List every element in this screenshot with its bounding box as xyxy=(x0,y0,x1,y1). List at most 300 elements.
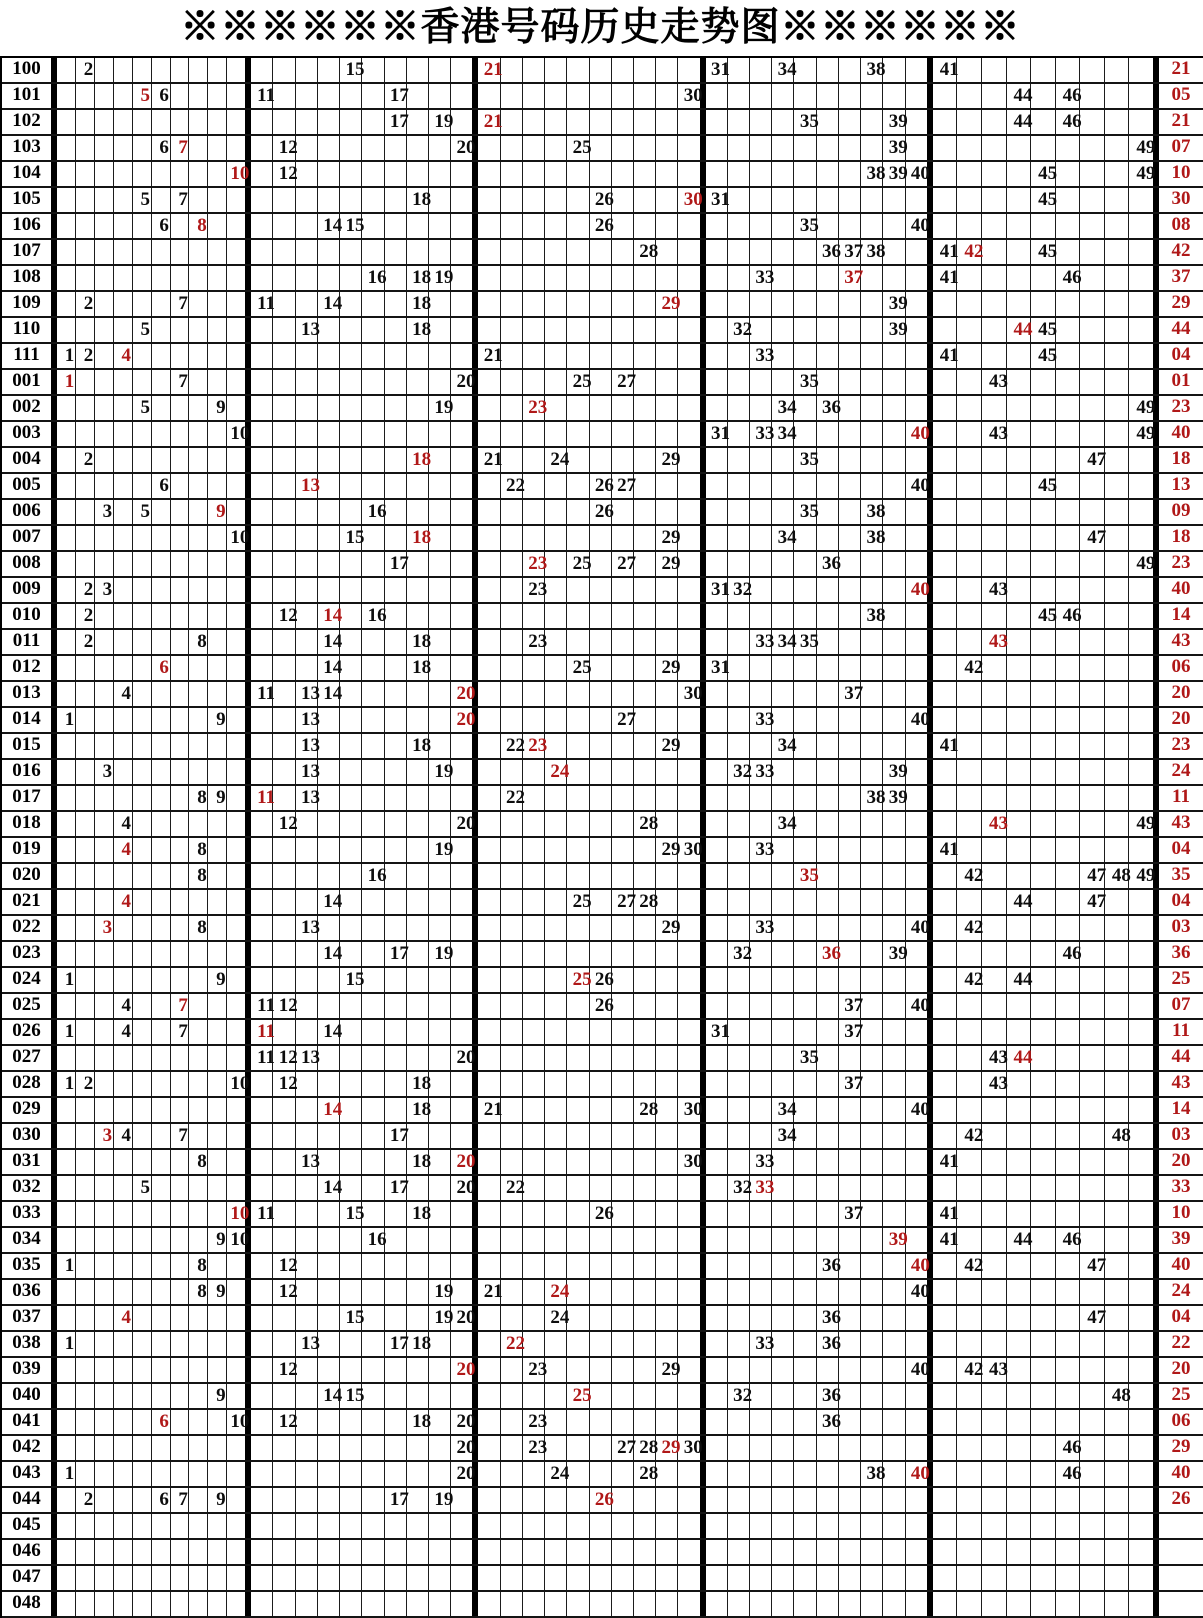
number-cell xyxy=(251,1124,273,1148)
number-cell xyxy=(1105,1202,1130,1226)
number-cell xyxy=(114,812,133,836)
number-value: 41 xyxy=(939,1229,959,1250)
number-cell xyxy=(189,240,208,264)
number-cell xyxy=(957,1228,982,1252)
number-cell xyxy=(95,864,114,888)
number-value: 40 xyxy=(910,1359,930,1380)
number-value: 6 xyxy=(159,475,169,496)
number-cell xyxy=(95,760,114,784)
number-cell xyxy=(750,422,775,446)
number-cell xyxy=(772,786,794,810)
number-cell xyxy=(656,1358,681,1382)
number-cell xyxy=(1056,1280,1081,1304)
number-cell xyxy=(208,1202,227,1226)
number-cell xyxy=(839,474,861,498)
number-cell xyxy=(656,942,678,966)
number-cell xyxy=(133,1514,152,1538)
number-cell xyxy=(728,1202,750,1226)
number-cell xyxy=(906,370,933,394)
number-cell xyxy=(656,1410,678,1434)
number-cell xyxy=(1007,162,1032,186)
number-cell xyxy=(933,266,958,290)
number-cell xyxy=(794,708,816,732)
number-cell xyxy=(634,1332,656,1356)
number-cell xyxy=(340,1020,362,1044)
number-cell xyxy=(189,1436,208,1460)
number-cell xyxy=(1080,1540,1105,1564)
number-cell xyxy=(982,500,1007,524)
number-cell xyxy=(152,786,171,810)
number-cell xyxy=(429,838,454,862)
number-cell xyxy=(728,396,750,420)
number-cell xyxy=(590,1306,612,1330)
number-cell xyxy=(227,1358,251,1382)
number-value: 5 xyxy=(140,85,150,106)
number-cell xyxy=(1105,708,1130,732)
number-cell xyxy=(728,240,750,264)
number-cell xyxy=(933,448,958,472)
number-cell xyxy=(957,240,982,264)
number-cell xyxy=(171,552,190,576)
number-cell xyxy=(523,500,545,524)
number-cell xyxy=(794,682,816,706)
number-cell xyxy=(208,474,227,498)
number-value: 48 xyxy=(1111,865,1131,886)
number-cell xyxy=(152,760,171,784)
number-cell xyxy=(296,344,318,368)
number-cell xyxy=(706,760,728,784)
number-cell xyxy=(362,994,384,1018)
number-cell xyxy=(706,656,728,680)
number-cell xyxy=(362,526,384,550)
number-cell xyxy=(545,1462,570,1486)
number-cell xyxy=(451,396,478,420)
number-cell xyxy=(861,188,883,212)
number-cell xyxy=(429,422,451,446)
number-cell xyxy=(1105,1410,1130,1434)
number-cell xyxy=(523,1202,545,1226)
number-cell xyxy=(76,84,95,108)
number-value: 24 xyxy=(550,1307,570,1328)
number-cell xyxy=(501,188,523,212)
number-cell xyxy=(794,448,819,472)
number-cell xyxy=(76,474,95,498)
number-cell xyxy=(171,1332,190,1356)
number-cell xyxy=(1031,1124,1056,1148)
row-label: 013 xyxy=(2,682,57,706)
number-cell xyxy=(750,630,775,654)
number-cell xyxy=(407,58,429,82)
number-cell xyxy=(861,396,883,420)
number-value: 36 xyxy=(822,1255,842,1276)
number-cell xyxy=(251,1254,273,1278)
number-cell xyxy=(933,526,958,550)
number-cell xyxy=(429,942,454,966)
number-cell xyxy=(634,1098,659,1122)
number-cell xyxy=(678,994,705,1018)
number-cell xyxy=(1031,110,1056,134)
number-cell xyxy=(656,682,678,706)
number-cell xyxy=(451,1592,478,1616)
number-cell xyxy=(208,1384,227,1408)
number-cell xyxy=(839,1124,861,1148)
number-cell xyxy=(567,1566,589,1590)
number-cell xyxy=(1031,916,1056,940)
number-cell xyxy=(1007,708,1032,732)
number-cell xyxy=(340,1488,362,1512)
special-number-cell: 43 xyxy=(1159,630,1203,654)
number-cell xyxy=(590,266,612,290)
number-cell xyxy=(501,812,523,836)
row-label: 005 xyxy=(2,474,57,498)
number-cell xyxy=(634,1514,656,1538)
number-cell xyxy=(567,760,589,784)
number-value: 33 xyxy=(755,761,775,782)
number-cell xyxy=(656,630,678,654)
number-cell xyxy=(429,1020,451,1044)
number-cell xyxy=(340,1046,362,1070)
number-cell xyxy=(189,370,208,394)
number-cell xyxy=(906,422,933,446)
number-cell xyxy=(678,58,705,82)
number-cell xyxy=(817,1124,839,1148)
row-label: 102 xyxy=(2,110,57,134)
number-value: 24 xyxy=(550,449,570,470)
number-cell xyxy=(590,1488,612,1512)
number-cell xyxy=(114,474,133,498)
number-cell xyxy=(171,136,190,160)
number-cell xyxy=(706,1462,728,1486)
number-cell xyxy=(451,890,478,914)
special-number-cell: 44 xyxy=(1159,1046,1203,1070)
number-cell xyxy=(95,292,114,316)
number-cell xyxy=(407,84,429,108)
table-row xyxy=(2,1150,1203,1176)
number-cell xyxy=(478,266,500,290)
table-row xyxy=(2,188,1203,214)
number-cell xyxy=(794,1488,816,1512)
number-value: 39 xyxy=(888,111,908,132)
number-cell xyxy=(883,1410,905,1434)
number-cell xyxy=(1007,1202,1032,1226)
number-value: 29 xyxy=(661,1437,681,1458)
number-cell xyxy=(76,578,95,602)
number-cell xyxy=(728,110,750,134)
number-cell xyxy=(1031,1540,1056,1564)
number-cell xyxy=(478,1566,500,1590)
number-cell xyxy=(1105,864,1130,888)
number-value: 17 xyxy=(389,1489,409,1510)
number-cell xyxy=(861,1592,883,1616)
row-label: 035 xyxy=(2,1254,57,1278)
number-cell xyxy=(1105,630,1130,654)
number-cell xyxy=(429,734,451,758)
number-cell xyxy=(817,656,839,680)
number-cell xyxy=(1007,1410,1032,1434)
number-cell xyxy=(590,1098,612,1122)
number-cell xyxy=(1031,422,1056,446)
number-cell xyxy=(429,1332,451,1356)
number-cell xyxy=(208,1566,227,1590)
number-cell xyxy=(523,448,545,472)
number-cell xyxy=(501,1280,523,1304)
number-cell xyxy=(114,1202,133,1226)
number-value: 29 xyxy=(661,553,681,574)
number-cell xyxy=(501,1332,523,1356)
number-cell xyxy=(451,344,478,368)
number-cell xyxy=(545,266,567,290)
number-cell xyxy=(152,1072,171,1096)
number-cell xyxy=(171,812,190,836)
number-cell xyxy=(590,1384,612,1408)
number-cell xyxy=(1031,1436,1056,1460)
number-cell xyxy=(545,240,567,264)
number-cell xyxy=(273,552,295,576)
number-cell xyxy=(656,474,678,498)
number-cell xyxy=(906,1202,933,1226)
number-cell xyxy=(1080,890,1105,914)
number-cell xyxy=(478,1306,500,1330)
number-cell xyxy=(95,968,114,992)
number-cell xyxy=(296,552,318,576)
number-cell xyxy=(76,1384,95,1408)
number-cell xyxy=(478,838,500,862)
number-cell xyxy=(634,526,656,550)
number-cell xyxy=(171,1358,190,1382)
number-value: 12 xyxy=(278,1411,298,1432)
number-cell xyxy=(567,448,589,472)
number-cell xyxy=(318,1358,340,1382)
number-cell xyxy=(590,58,612,82)
number-value: 9 xyxy=(216,969,226,990)
number-cell xyxy=(839,1280,861,1304)
number-cell xyxy=(839,1488,861,1512)
number-cell xyxy=(982,786,1007,810)
number-cell xyxy=(273,1098,295,1122)
number-cell xyxy=(982,1358,1007,1382)
number-cell xyxy=(451,1384,478,1408)
number-cell xyxy=(227,812,251,836)
special-number-cell: 14 xyxy=(1159,1098,1203,1122)
number-cell xyxy=(706,240,728,264)
number-cell xyxy=(839,422,861,446)
number-cell xyxy=(407,630,432,654)
number-cell xyxy=(906,968,933,992)
number-cell xyxy=(133,1176,152,1200)
number-value: 16 xyxy=(367,865,387,886)
number-cell xyxy=(296,1436,318,1460)
number-cell xyxy=(1105,396,1130,420)
number-cell xyxy=(340,578,362,602)
number-cell xyxy=(133,994,152,1018)
number-cell xyxy=(1105,318,1130,342)
number-cell xyxy=(728,760,753,784)
number-value: 8 xyxy=(197,839,207,860)
number-cell xyxy=(656,1098,678,1122)
number-cell xyxy=(1080,448,1105,472)
number-cell xyxy=(706,1020,728,1044)
number-cell xyxy=(501,1098,523,1122)
number-cell xyxy=(906,1228,933,1252)
number-cell xyxy=(982,916,1007,940)
number-cell xyxy=(656,318,678,342)
number-value: 39 xyxy=(888,163,908,184)
number-cell xyxy=(883,734,905,758)
table-row xyxy=(2,1124,1203,1150)
number-cell xyxy=(114,1514,133,1538)
number-value: 2 xyxy=(83,345,94,366)
number-cell xyxy=(883,682,905,706)
number-cell xyxy=(318,1514,340,1538)
number-cell xyxy=(57,162,76,186)
number-cell xyxy=(839,734,861,758)
number-cell xyxy=(340,734,362,758)
special-number-cell: 04 xyxy=(1159,838,1203,862)
number-cell xyxy=(57,1046,76,1070)
number-cell xyxy=(1129,1098,1159,1122)
number-cell xyxy=(429,708,451,732)
number-cell xyxy=(523,1436,548,1460)
number-cell xyxy=(385,968,407,992)
number-cell xyxy=(839,344,861,368)
number-cell xyxy=(478,188,500,212)
number-cell xyxy=(933,162,958,186)
number-cell xyxy=(1007,526,1032,550)
number-cell xyxy=(501,1176,523,1200)
number-value: 44 xyxy=(1013,1229,1033,1250)
number-cell xyxy=(545,630,567,654)
number-value: 30 xyxy=(683,1151,703,1172)
number-cell xyxy=(728,786,750,810)
number-cell xyxy=(57,864,76,888)
number-cell xyxy=(340,58,365,82)
number-cell xyxy=(883,370,905,394)
number-cell xyxy=(227,1020,251,1044)
number-cell xyxy=(273,1046,298,1070)
number-value: 30 xyxy=(683,85,703,106)
number-cell xyxy=(133,708,152,732)
number-cell xyxy=(208,1254,227,1278)
number-cell xyxy=(362,1566,384,1590)
number-cell xyxy=(1080,1306,1105,1330)
number-value: 7 xyxy=(178,1125,188,1146)
number-value: 19 xyxy=(434,1281,454,1302)
number-cell xyxy=(839,500,861,524)
number-cell xyxy=(906,136,933,160)
number-cell xyxy=(208,396,227,420)
number-cell xyxy=(171,240,190,264)
number-cell xyxy=(1129,1592,1159,1616)
number-cell xyxy=(407,344,429,368)
number-cell xyxy=(1080,1228,1105,1252)
number-cell xyxy=(883,1566,905,1590)
number-cell xyxy=(57,318,76,342)
number-cell xyxy=(76,734,95,758)
number-cell xyxy=(957,708,982,732)
number-cell xyxy=(1105,136,1130,160)
number-cell xyxy=(501,344,523,368)
number-value: 33 xyxy=(755,1333,775,1354)
table-row xyxy=(2,708,1203,734)
number-cell xyxy=(839,1540,861,1564)
number-cell xyxy=(656,1436,681,1460)
number-cell xyxy=(861,1540,883,1564)
number-cell xyxy=(114,396,133,420)
table-row xyxy=(2,448,1203,474)
special-number-cell: 40 xyxy=(1159,1462,1203,1486)
number-cell xyxy=(634,1306,656,1330)
number-cell xyxy=(982,266,1007,290)
number-cell xyxy=(407,1384,429,1408)
number-cell xyxy=(478,994,500,1018)
number-cell xyxy=(76,604,95,628)
number-cell xyxy=(273,1124,295,1148)
number-cell xyxy=(706,474,728,498)
number-cell xyxy=(678,84,705,108)
number-cell xyxy=(318,448,340,472)
number-cell xyxy=(1007,188,1032,212)
number-cell xyxy=(883,1098,905,1122)
number-cell xyxy=(227,760,251,784)
number-cell xyxy=(362,1098,384,1122)
number-cell xyxy=(1080,1176,1105,1200)
number-cell xyxy=(273,916,295,940)
number-cell xyxy=(523,1540,545,1564)
number-cell xyxy=(76,344,95,368)
number-cell xyxy=(318,84,340,108)
number-cell xyxy=(612,422,634,446)
number-cell xyxy=(906,266,933,290)
number-cell xyxy=(750,1566,772,1590)
number-cell xyxy=(501,1566,523,1590)
number-cell xyxy=(189,812,208,836)
number-value: 46 xyxy=(1062,1229,1082,1250)
number-cell xyxy=(612,292,634,316)
number-cell xyxy=(982,1410,1007,1434)
number-cell xyxy=(634,396,656,420)
number-value: 20 xyxy=(456,1151,476,1172)
number-cell xyxy=(1105,656,1130,680)
number-cell xyxy=(1056,448,1081,472)
row-label: 033 xyxy=(2,1202,57,1226)
number-cell xyxy=(451,1176,478,1200)
number-cell xyxy=(523,786,545,810)
number-cell xyxy=(933,552,958,576)
number-cell xyxy=(1080,1020,1105,1044)
number-cell xyxy=(861,1436,883,1460)
number-cell xyxy=(451,734,478,758)
number-cell xyxy=(385,1254,407,1278)
number-cell xyxy=(957,1098,982,1122)
number-cell xyxy=(612,760,634,784)
number-cell xyxy=(957,864,982,888)
number-cell xyxy=(634,1176,656,1200)
number-cell xyxy=(750,708,775,732)
special-number-cell xyxy=(1159,1566,1203,1590)
number-cell xyxy=(451,370,478,394)
row-label: 012 xyxy=(2,656,57,680)
number-cell xyxy=(728,1150,750,1174)
table-row xyxy=(2,1332,1203,1358)
number-cell xyxy=(227,1540,251,1564)
number-cell xyxy=(706,1332,728,1356)
number-cell xyxy=(114,682,133,706)
number-value: 14 xyxy=(323,891,343,912)
number-cell xyxy=(478,1436,500,1460)
number-cell xyxy=(567,1358,589,1382)
number-cell xyxy=(728,370,750,394)
number-cell xyxy=(772,760,794,784)
